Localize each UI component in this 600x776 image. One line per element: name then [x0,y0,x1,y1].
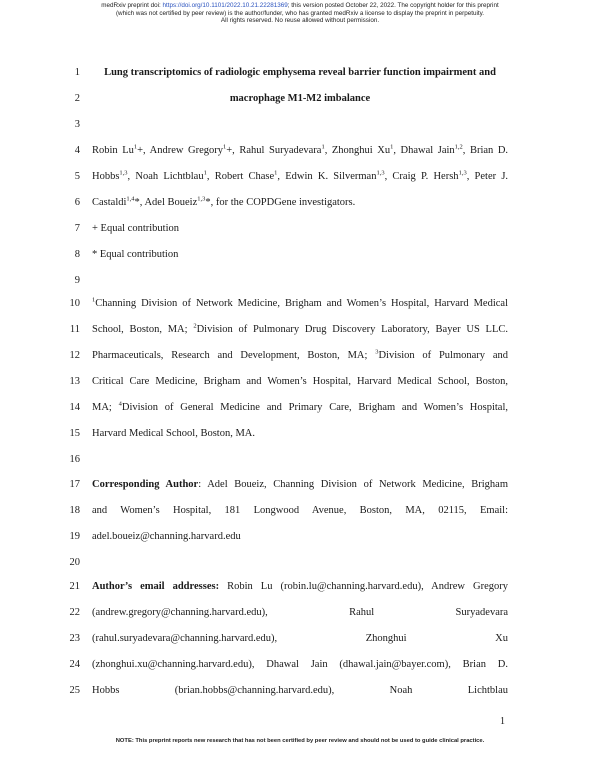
author-list-line-1: Robin $Lu^1+$, Andrew Gregory$^1$+, Rahul Suryadevara$^1$, Zhonghui Xu$^1$, Dhawal Jain$^{1,2}$, Brian D. [92,143,509,156]
line-number: 9 [74,275,80,286]
line-number: 3 [74,119,80,130]
corresponding-author-line: and Women’s Hospital, 181 Longwood Avenue, Boston, MA, 02115, Email: [92,505,508,516]
author-emails-label: Author’s email addresses: [92,581,220,592]
line-number: 25 [69,685,80,696]
line-number: 20 [69,557,80,568]
affiliation-line: School, Boston, MA; $^2$Division of Pulmonary Drug Discovery Laboratory, Bayer US LLC. [92,322,509,335]
line-number: 23 [69,633,80,644]
line-number: 18 [69,505,80,516]
line-number: 11 [69,324,80,335]
author-list-line-3: Castaldi$^{1,4}$*, Adel Boueiz$^{1,3}$*, for the COPDGene investigators. [92,195,356,208]
author-emails-line: (zhonghui.xu@channing.harvard.edu), Dhawal Jain (dhawal.jain@bayer.com), Brian D. [92,659,508,670]
line-number: 19 [69,531,80,542]
line-number: 12 [69,350,80,361]
line-number: 8 [74,249,80,260]
author-emails-line: Author’s email addresses: Robin Lu (robin.lu@channing.harvard.edu), Andrew Gregory [92,581,508,592]
equal-contribution-plus: + Equal contribution [92,223,179,234]
line-number: 5 [74,171,80,182]
line-number: 17 [69,479,80,490]
author-emails-line: (andrew.gregory@channing.harvard.edu), Rahul Suryadevara [92,607,509,618]
author-list-line-2: Hobbs$^{1,3}$, Noah Lichtblau$^1$, Robert Chase$^1$, Edwin K. Silverman$^{1,3}$, Craig P. Hersh$^{1,3}$, Peter J. [92,169,509,182]
line-number: 22 [69,607,80,618]
line-number: 2 [74,93,80,104]
affiliation-line: Critical Care Medicine, Brigham and Women’s Hospital, Harvard Medical School, Boston, [92,376,508,387]
header-line-3: All rights reserved. No reuse allowed without permission. [220,17,380,25]
title-line-2: macrophage M1-M2 imbalance [229,93,371,104]
affiliation-line: $^1$Channing Division of Network Medicine, Brigham and Women’s Hospital, Harvard Medical [92,296,508,309]
affiliation-line: Harvard Medical School, Boston, MA. [92,428,256,439]
line-number: 13 [69,376,80,387]
line-number: 15 [69,428,80,439]
corresponding-author-email: adel.boueiz@channing.harvard.edu [92,531,241,542]
line-number: 10 [69,298,80,309]
doi-link[interactable]: https://doi.org/10.1101/2022.10.21.22281369 [162,2,288,9]
corresponding-author-label: Corresponding Author [92,479,199,490]
line-number: 14 [69,402,80,413]
title-line-1: Lung transcriptomics of radiologic emphysema reveal barrier function impairment and [104,67,496,78]
line-number: 24 [69,659,80,670]
affiliation-line: MA; $^4$Division of General Medicine and Primary Care, Brigham and Women’s Hospital, [92,400,508,413]
line-number: 1 [74,67,80,78]
header-line-1: medRxiv preprint doi: https://doi.org/10.1101/2022.10.21.22281369; this version posted October 22, 2022. The copyright holder for this preprint [101,2,499,9]
preprint-header [0,2,600,25]
header-line-2: (which was not certified by peer review) is the author/funder, who has granted medRxiv a license to display the preprint in perpetuity. [115,9,485,17]
line-number: 21 [69,581,80,592]
preprint-footer-note: NOTE: This preprint reports new research that has not been certified by peer review and should not be used to guide clinical practice. [115,738,485,744]
page-number: 1 [500,716,505,727]
line-number: 16 [69,454,80,465]
equal-contribution-star: * Equal contribution [92,249,179,260]
affiliation-line: Pharmaceuticals, Research and Development, Boston, MA; $^3$Division of Pulmonary and [92,348,508,361]
author-emails-line: Hobbs (brian.hobbs@channing.harvard.edu), Noah Lichtblau [92,685,508,696]
line-number: 4 [74,145,80,156]
line-number: 6 [74,197,80,208]
corresponding-author-line: Corresponding Author: Adel Boueiz, Channing Division of Network Medicine, Brigham [92,479,509,490]
line-number: 7 [74,223,80,234]
author-emails-line: (rahul.suryadevara@channing.harvard.edu), Zhonghui Xu [92,633,509,644]
